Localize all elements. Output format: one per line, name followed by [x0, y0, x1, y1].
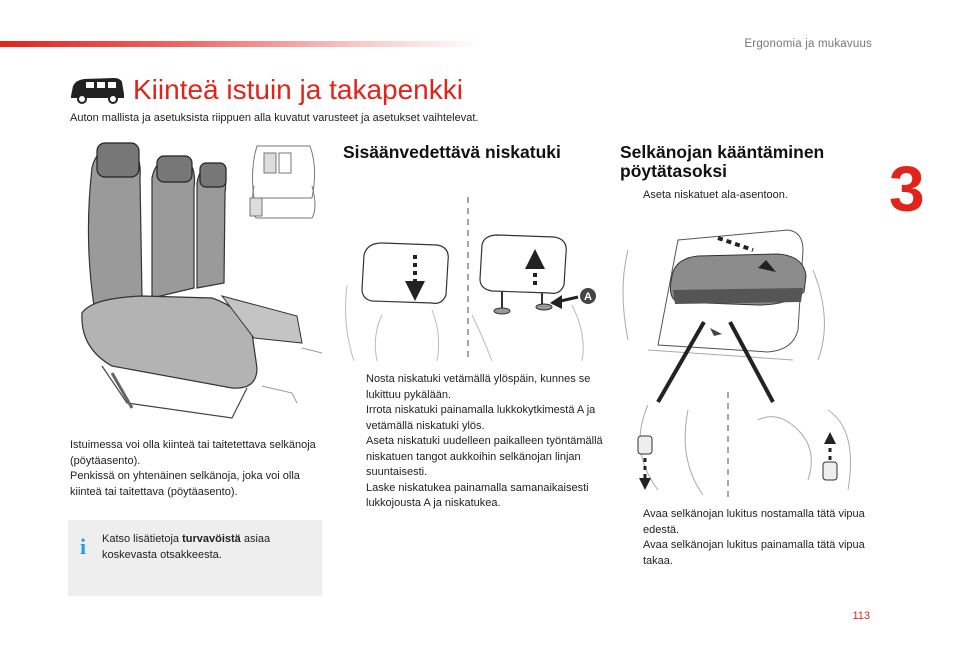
- list-item: [620, 188, 870, 204]
- bench-seat-illustration: [72, 138, 330, 424]
- list-item: [343, 372, 605, 403]
- folding-backrest-illustration: [618, 210, 874, 500]
- table-position-steps-2: [620, 507, 870, 569]
- list-item: [620, 538, 870, 569]
- headrest-illustration: [342, 195, 602, 363]
- list-item-text: Irrota niskatuki painamalla lukkokytkimestä A ja vetämällä niskatuki ylös.: [366, 404, 596, 432]
- left-description: [70, 438, 326, 500]
- header-accent-bar: [0, 41, 480, 47]
- list-item: [620, 507, 870, 538]
- list-item: [343, 481, 605, 512]
- headrest-instructions: [343, 372, 605, 512]
- intro-text: Auton mallista ja asetuksista riippuen alla kuvatut varusteet ja asetukset vaihtelevat.: [70, 112, 479, 124]
- van-layout-diagram: [250, 146, 315, 218]
- seat-backrest-paragraph: Istuimessa voi olla kiinteä tai taitetettava selkänoja (pöytäasento).: [70, 439, 316, 467]
- list-item-text: Laske niskatukea painamalla samanaikaisesti lukkojousta A ja niskatukea.: [366, 481, 589, 509]
- info-text: [102, 532, 308, 563]
- list-item-text: Avaa selkänojan lukitus nostamalla tätä vipua edestä.: [643, 508, 865, 536]
- info-text-pre: Katso lisätietoja: [102, 533, 183, 545]
- table-position-heading: Selkänojan kääntäminen pöytätasoksi: [620, 142, 825, 181]
- page-title: Kiinteä istuin ja takapenkki: [133, 74, 463, 105]
- list-item: [343, 403, 605, 434]
- list-item-text: Avaa selkänojan lukitus painamalla tätä vipua takaa.: [643, 539, 865, 567]
- list-item: [343, 434, 605, 481]
- van-icon: [68, 74, 126, 104]
- callout-a-label: A: [584, 291, 592, 303]
- bench-backrest-paragraph: Penkissä on yhtenäinen selkänoja, joka voi olla kiinteä tai taitettava (pöytäasento).: [70, 470, 300, 498]
- info-text-post: asiaa koskevasta otsakkeesta.: [102, 533, 271, 561]
- chapter-number: 3: [889, 153, 925, 225]
- list-item-text: Aseta niskatuki uudelleen paikalleen työntämällä niskatuen tangot aukkoihin selkänojan linjan suuntaisesti.: [366, 435, 603, 478]
- list-item-text: Nosta niskatuki vetämällä ylöspäin, kunnes se lukittuu pykälään.: [366, 373, 591, 401]
- page-number: 113: [852, 610, 870, 622]
- info-text-bold: turvavöistä: [182, 533, 241, 545]
- info-icon: i: [80, 534, 87, 559]
- info-box: [68, 520, 322, 596]
- list-item-text: Aseta niskatuet ala-asentoon.: [643, 189, 788, 201]
- headrest-heading: Sisäänvedettävä niskatuki: [343, 142, 561, 162]
- table-position-step-1: [620, 188, 870, 204]
- section-name: Ergonomia ja mukavuus: [744, 38, 872, 50]
